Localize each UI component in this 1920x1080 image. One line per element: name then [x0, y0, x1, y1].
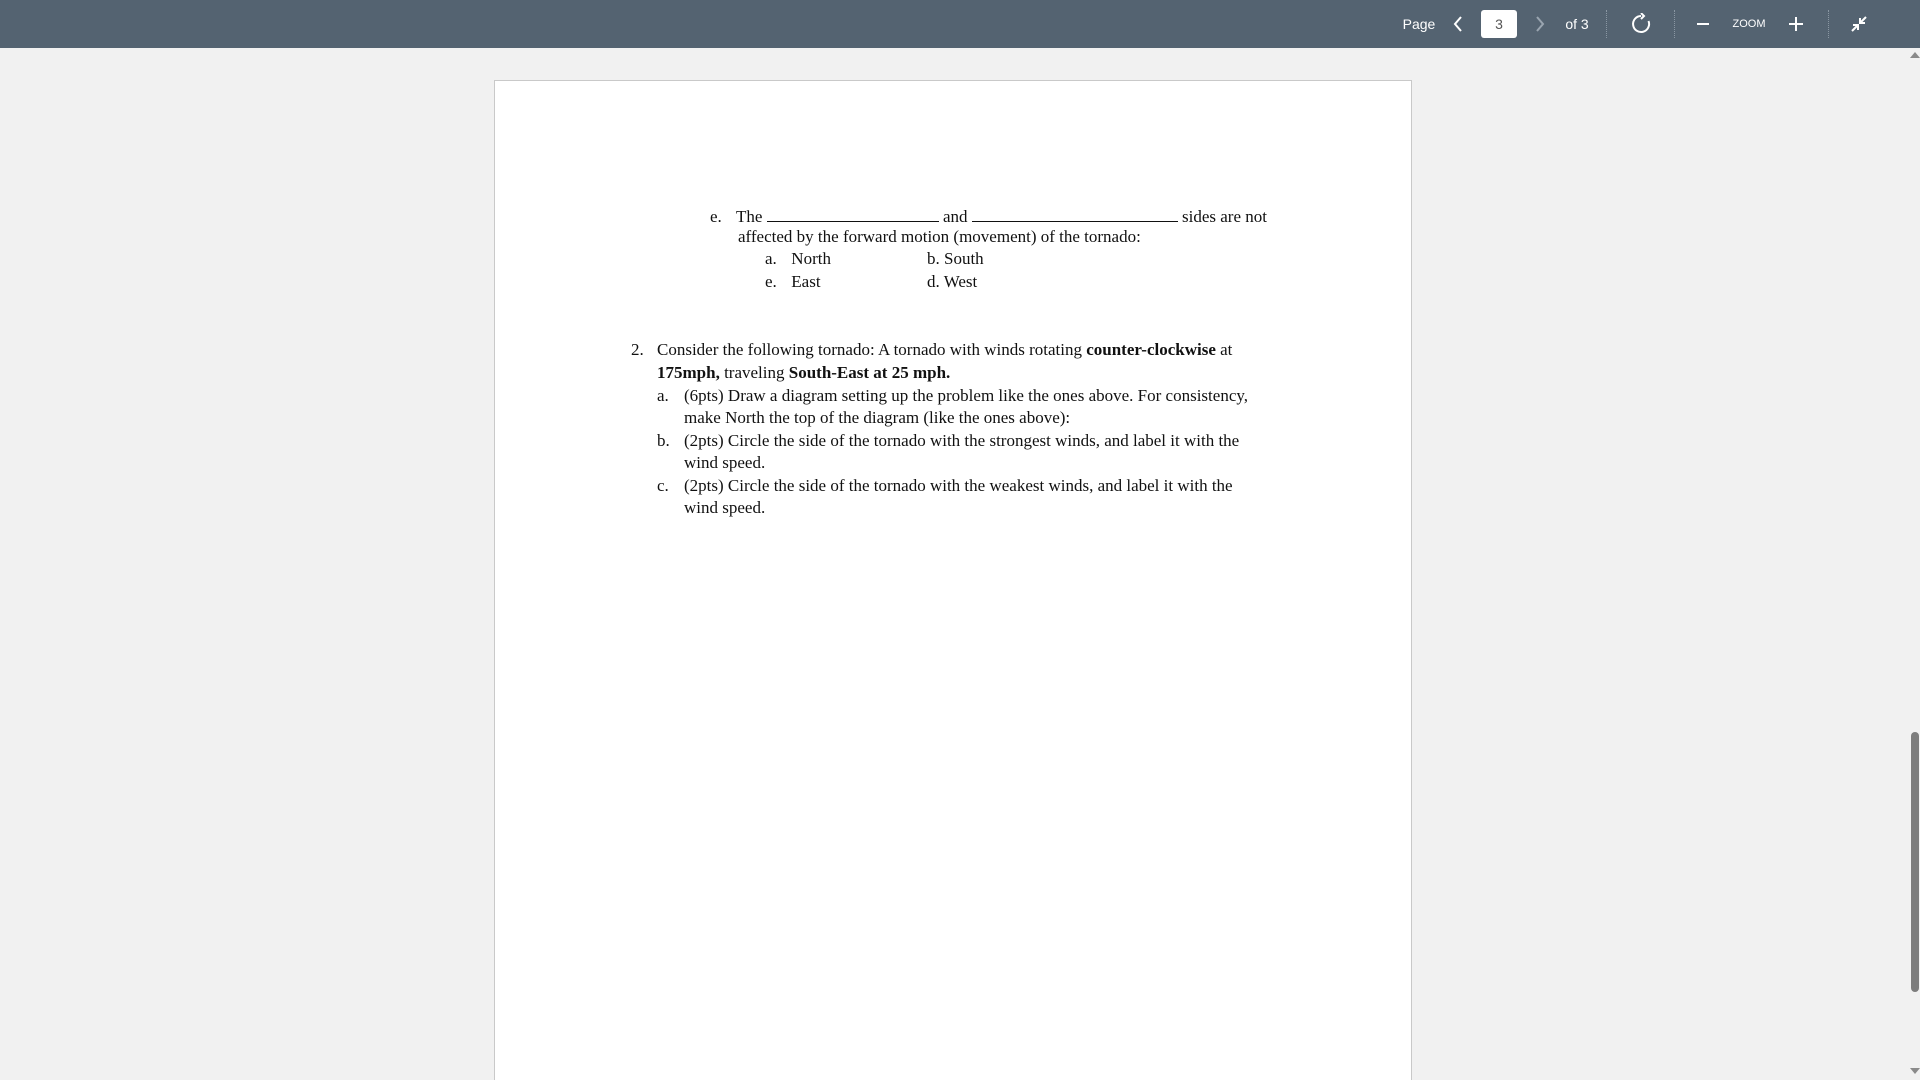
q2-part-c-line2: wind speed.: [684, 498, 766, 517]
pdf-page: [494, 80, 1412, 1080]
q2-part-a-line1: (6pts) Draw a diagram setting up the problem like the ones above. For consistency,: [684, 386, 1249, 405]
option-letter: e.: [765, 272, 777, 291]
option-text: East: [791, 272, 821, 291]
blank-line: [767, 205, 939, 222]
minus-icon: [1696, 17, 1710, 31]
q2-text: at: [1215, 340, 1233, 359]
q1e-option-a: [765, 249, 831, 269]
scroll-up-arrow-icon[interactable]: [1910, 52, 1920, 58]
exit-fullscreen-button[interactable]: [1846, 0, 1872, 48]
q1e-option-e: [765, 272, 821, 292]
scroll-down-arrow-icon[interactable]: [1910, 1068, 1920, 1074]
toolbar-divider: [1674, 10, 1675, 38]
document-viewer[interactable]: [0, 48, 1908, 1080]
zoom-label: ZOOM: [1732, 18, 1766, 30]
q2-text: Consider the following tornado: A tornado with winds rotating: [657, 340, 1087, 359]
plus-icon: [1788, 16, 1804, 32]
collapse-icon: [1850, 15, 1868, 33]
q2-part-b-line2: wind speed.: [684, 453, 766, 472]
q2-part-a-letter: a.: [657, 386, 669, 405]
option-letter: a.: [765, 249, 777, 268]
chevron-left-icon: [1452, 15, 1464, 33]
rotate-icon: [1630, 13, 1652, 35]
q2-text: traveling: [719, 363, 789, 382]
q2-part-a-line2: make North the top of the diagram (like the ones above):: [684, 408, 1071, 427]
toolbar-divider: [1828, 10, 1829, 38]
rotate-button[interactable]: [1626, 0, 1656, 48]
q1e-line2: affected by the forward motion (movement) of the tornado:: [738, 227, 1141, 246]
next-page-button[interactable]: [1528, 0, 1552, 48]
pdf-toolbar: [0, 0, 1920, 48]
q1e-and: and: [942, 207, 968, 226]
q2-part-b-line1: (2pts) Circle the side of the tornado with the strongest winds, and label it with the: [684, 431, 1240, 450]
toolbar-divider: [1606, 10, 1607, 38]
prev-page-button[interactable]: [1446, 0, 1470, 48]
q1e-option-b: b. South: [927, 249, 984, 268]
q2-part-c-line1: (2pts) Circle the side of the tornado with the weakest winds, and label it with the: [684, 476, 1233, 495]
page-label: Page: [1402, 16, 1436, 32]
q1e-the: The: [736, 207, 763, 226]
chevron-right-icon: [1534, 15, 1546, 33]
blank-line: [972, 205, 1178, 222]
zoom-in-button[interactable]: [1784, 0, 1808, 48]
q2-wind-speed: 175mph,: [657, 363, 720, 382]
q1e-letter: e.: [710, 207, 722, 226]
q2-rotation: counter-clockwise: [1086, 340, 1216, 359]
vertical-scrollbar[interactable]: [1908, 48, 1920, 1080]
q1e-line1: [710, 205, 1267, 227]
page-number-input[interactable]: [1481, 10, 1517, 38]
q1e-option-d: d. West: [927, 272, 978, 291]
q1e-tail: sides are not: [1181, 207, 1267, 226]
q2-direction: South-East at 25 mph.: [788, 363, 951, 382]
q2-part-b-letter: b.: [657, 431, 670, 450]
page-count: of 3: [1565, 16, 1589, 32]
q2-number: 2.: [631, 340, 644, 359]
scrollbar-thumb[interactable]: [1911, 732, 1919, 992]
zoom-out-button[interactable]: [1692, 0, 1714, 48]
q2-line1: [657, 340, 1232, 360]
q2-line2: [657, 363, 950, 383]
option-text: North: [791, 249, 831, 268]
q2-part-c-letter: c.: [657, 476, 669, 495]
